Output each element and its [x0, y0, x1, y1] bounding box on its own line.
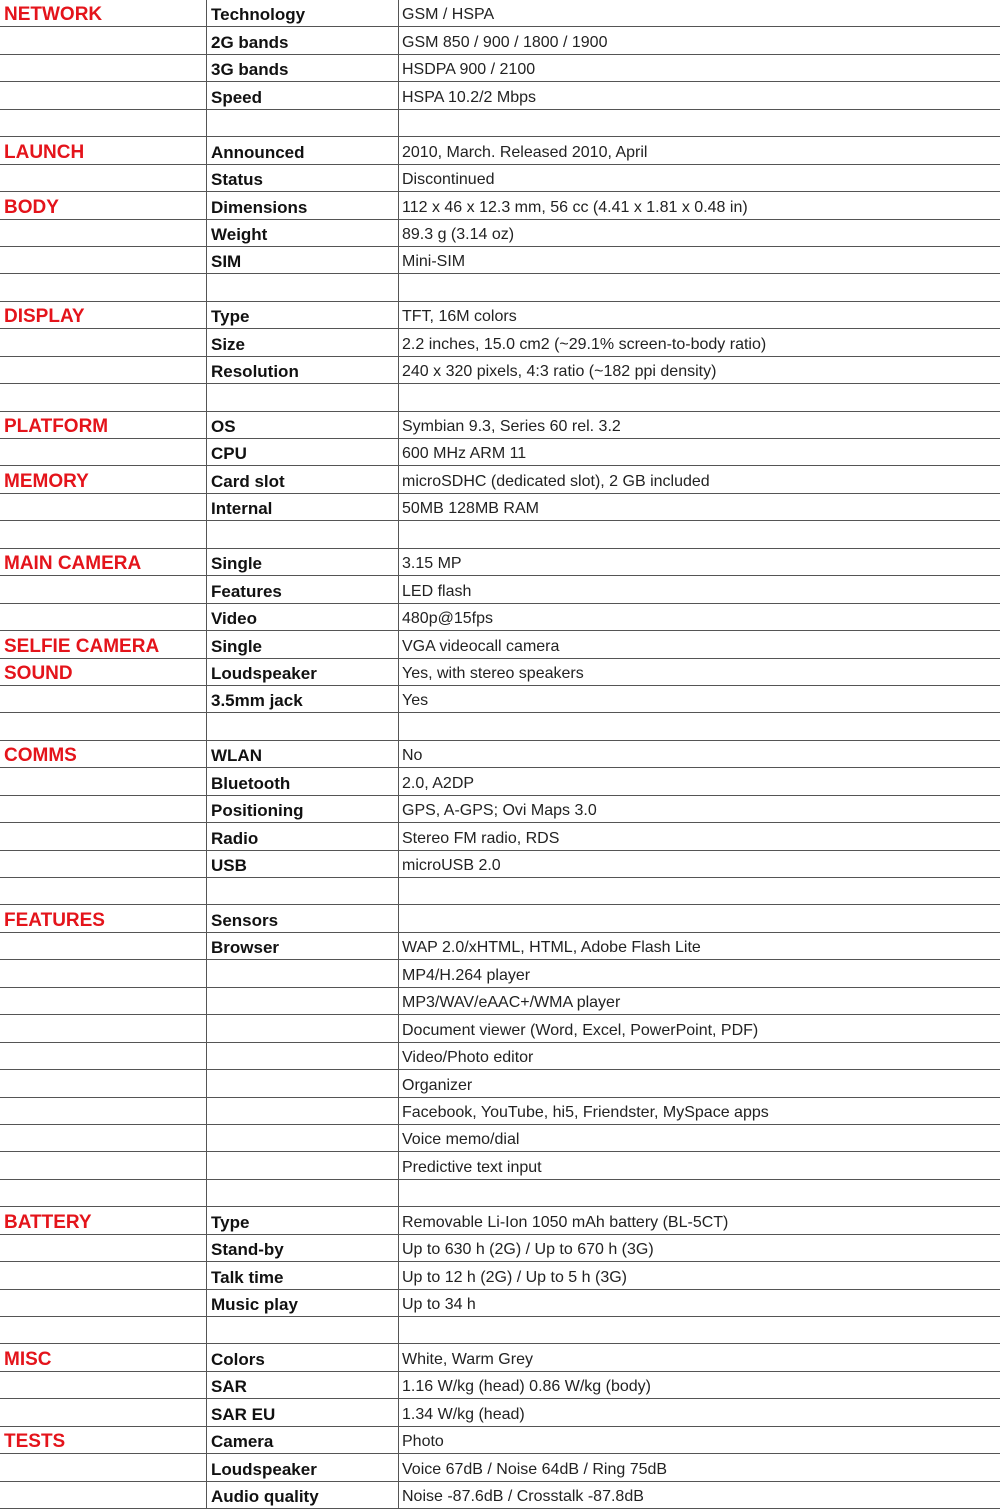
spec-label-cell: Camera	[207, 1426, 399, 1453]
spec-value-cell: Removable Li-Ion 1050 mAh battery (BL-5CT)	[399, 1207, 1000, 1234]
spec-label-cell	[207, 1015, 399, 1042]
spec-value-cell: 2010, March. Released 2010, April	[399, 137, 1000, 164]
spec-row	[0, 27, 1000, 54]
category-cell: LAUNCH	[0, 137, 207, 164]
spec-value-cell: GSM 850 / 900 / 1800 / 1900	[399, 27, 1000, 54]
category-cell	[0, 1454, 207, 1481]
spec-label-cell	[207, 1097, 399, 1124]
spec-row	[0, 0, 1000, 27]
category-cell	[0, 329, 207, 356]
category-cell	[0, 960, 207, 987]
category-cell	[0, 246, 207, 273]
spec-row	[0, 685, 1000, 712]
spec-value-cell: Predictive text input	[399, 1152, 1000, 1179]
spec-label-cell: 3G bands	[207, 54, 399, 81]
category-cell	[0, 493, 207, 520]
spec-row	[0, 960, 1000, 987]
spec-row	[0, 521, 1000, 548]
spec-label-cell	[207, 384, 399, 411]
spec-value-cell: 112 x 46 x 12.3 mm, 56 cc (4.41 x 1.81 x 0.48 in)	[399, 192, 1000, 219]
spec-row	[0, 905, 1000, 932]
spec-row	[0, 1262, 1000, 1289]
category-cell: TESTS	[0, 1426, 207, 1453]
spec-row	[0, 1207, 1000, 1234]
spec-row	[0, 82, 1000, 109]
spec-label-cell: Internal	[207, 493, 399, 520]
spec-value-cell: TFT, 16M colors	[399, 301, 1000, 328]
spec-row	[0, 768, 1000, 795]
spec-row	[0, 246, 1000, 273]
spec-value-cell: 600 MHz ARM 11	[399, 439, 1000, 466]
spec-value-cell: microSDHC (dedicated slot), 2 GB included	[399, 466, 1000, 493]
spec-label-cell: Music play	[207, 1289, 399, 1316]
spec-label-cell	[207, 1070, 399, 1097]
spec-value-cell: Yes	[399, 685, 1000, 712]
spec-row	[0, 1426, 1000, 1453]
category-cell: NETWORK	[0, 0, 207, 27]
spec-row	[0, 1344, 1000, 1371]
spec-row	[0, 987, 1000, 1014]
spec-label-cell: Radio	[207, 823, 399, 850]
category-cell	[0, 356, 207, 383]
category-cell	[0, 1124, 207, 1151]
spec-label-cell	[207, 1179, 399, 1206]
spec-row	[0, 1399, 1000, 1426]
spec-value-cell: Organizer	[399, 1070, 1000, 1097]
category-cell	[0, 603, 207, 630]
spec-label-cell	[207, 713, 399, 740]
spec-row	[0, 658, 1000, 685]
spec-label-cell: Sensors	[207, 905, 399, 932]
category-cell	[0, 521, 207, 548]
spec-value-cell: Photo	[399, 1426, 1000, 1453]
spec-row	[0, 1042, 1000, 1069]
spec-label-cell: Video	[207, 603, 399, 630]
spec-row	[0, 1124, 1000, 1151]
spec-value-cell: 240 x 320 pixels, 4:3 ratio (~182 ppi density)	[399, 356, 1000, 383]
spec-value-cell: 50MB 128MB RAM	[399, 493, 1000, 520]
category-cell	[0, 1371, 207, 1398]
category-cell: BODY	[0, 192, 207, 219]
spec-label-cell: Positioning	[207, 795, 399, 822]
category-cell	[0, 1152, 207, 1179]
spec-value-cell: Symbian 9.3, Series 60 rel. 3.2	[399, 411, 1000, 438]
category-cell: FEATURES	[0, 905, 207, 932]
spec-value-cell: 2.0, A2DP	[399, 768, 1000, 795]
spec-value-cell: Noise -87.6dB / Crosstalk -87.8dB	[399, 1481, 1000, 1508]
spec-row	[0, 219, 1000, 246]
spec-label-cell: 3.5mm jack	[207, 685, 399, 712]
category-cell	[0, 685, 207, 712]
category-cell	[0, 164, 207, 191]
category-cell	[0, 27, 207, 54]
spec-label-cell: Single	[207, 631, 399, 658]
spec-label-cell: WLAN	[207, 740, 399, 767]
spec-value-cell	[399, 274, 1000, 301]
spec-label-cell: 2G bands	[207, 27, 399, 54]
spec-value-cell: 1.16 W/kg (head) 0.86 W/kg (body)	[399, 1371, 1000, 1398]
spec-value-cell: 2.2 inches, 15.0 cm2 (~29.1% screen-to-body ratio)	[399, 329, 1000, 356]
spec-value-cell: MP3/WAV/eAAC+/WMA player	[399, 987, 1000, 1014]
spec-value-cell: VGA videocall camera	[399, 631, 1000, 658]
spec-label-cell: Announced	[207, 137, 399, 164]
spec-label-cell: Colors	[207, 1344, 399, 1371]
spec-value-cell: 1.34 W/kg (head)	[399, 1399, 1000, 1426]
spec-value-cell: Discontinued	[399, 164, 1000, 191]
spec-value-cell: Stereo FM radio, RDS	[399, 823, 1000, 850]
category-cell: DISPLAY	[0, 301, 207, 328]
category-cell: SOUND	[0, 658, 207, 685]
spec-row	[0, 1152, 1000, 1179]
category-cell	[0, 1262, 207, 1289]
spec-row	[0, 1481, 1000, 1508]
spec-row	[0, 109, 1000, 136]
spec-value-cell: GPS, A-GPS; Ovi Maps 3.0	[399, 795, 1000, 822]
spec-row	[0, 1454, 1000, 1481]
spec-row	[0, 631, 1000, 658]
spec-row	[0, 878, 1000, 905]
spec-row	[0, 466, 1000, 493]
spec-value-cell: 480p@15fps	[399, 603, 1000, 630]
category-cell	[0, 219, 207, 246]
spec-label-cell: Bluetooth	[207, 768, 399, 795]
spec-row	[0, 1234, 1000, 1261]
spec-row	[0, 740, 1000, 767]
category-cell	[0, 384, 207, 411]
spec-value-cell: MP4/H.264 player	[399, 960, 1000, 987]
spec-label-cell: Browser	[207, 932, 399, 959]
spec-value-cell: microUSB 2.0	[399, 850, 1000, 877]
spec-row	[0, 932, 1000, 959]
spec-label-cell	[207, 521, 399, 548]
spec-value-cell: Yes, with stereo speakers	[399, 658, 1000, 685]
spec-label-cell: USB	[207, 850, 399, 877]
spec-row	[0, 137, 1000, 164]
category-cell: MISC	[0, 1344, 207, 1371]
spec-label-cell: OS	[207, 411, 399, 438]
category-cell	[0, 1097, 207, 1124]
spec-value-cell	[399, 384, 1000, 411]
spec-value-cell	[399, 521, 1000, 548]
spec-value-cell	[399, 1317, 1000, 1344]
spec-row	[0, 493, 1000, 520]
category-cell: BATTERY	[0, 1207, 207, 1234]
spec-label-cell: Type	[207, 301, 399, 328]
spec-label-cell: Loudspeaker	[207, 1454, 399, 1481]
spec-label-cell	[207, 960, 399, 987]
spec-row	[0, 1289, 1000, 1316]
spec-label-cell	[207, 1317, 399, 1344]
spec-label-cell	[207, 1042, 399, 1069]
category-cell	[0, 1042, 207, 1069]
category-cell: PLATFORM	[0, 411, 207, 438]
spec-label-cell: Card slot	[207, 466, 399, 493]
spec-value-cell: 3.15 MP	[399, 548, 1000, 575]
spec-value-cell: Facebook, YouTube, hi5, Friendster, MySpace apps	[399, 1097, 1000, 1124]
spec-label-cell: Single	[207, 548, 399, 575]
spec-label-cell: Dimensions	[207, 192, 399, 219]
spec-value-cell: Up to 12 h (2G) / Up to 5 h (3G)	[399, 1262, 1000, 1289]
category-cell	[0, 932, 207, 959]
spec-row	[0, 1015, 1000, 1042]
spec-row	[0, 1179, 1000, 1206]
category-cell: MAIN CAMERA	[0, 548, 207, 575]
spec-row	[0, 439, 1000, 466]
category-cell	[0, 1179, 207, 1206]
spec-label-cell: SAR EU	[207, 1399, 399, 1426]
category-cell	[0, 1070, 207, 1097]
spec-value-cell: Up to 630 h (2G) / Up to 670 h (3G)	[399, 1234, 1000, 1261]
spec-label-cell	[207, 109, 399, 136]
spec-label-cell: CPU	[207, 439, 399, 466]
spec-value-cell	[399, 713, 1000, 740]
spec-row	[0, 850, 1000, 877]
spec-value-cell: HSDPA 900 / 2100	[399, 54, 1000, 81]
spec-label-cell: Size	[207, 329, 399, 356]
spec-label-cell: SAR	[207, 1371, 399, 1398]
spec-row	[0, 795, 1000, 822]
category-cell	[0, 1289, 207, 1316]
spec-row	[0, 1371, 1000, 1398]
spec-label-cell: Talk time	[207, 1262, 399, 1289]
spec-label-cell: Loudspeaker	[207, 658, 399, 685]
spec-label-cell: Status	[207, 164, 399, 191]
category-cell	[0, 987, 207, 1014]
spec-row	[0, 384, 1000, 411]
spec-row	[0, 411, 1000, 438]
spec-row	[0, 576, 1000, 603]
category-cell	[0, 1015, 207, 1042]
category-cell	[0, 1399, 207, 1426]
spec-value-cell	[399, 1179, 1000, 1206]
spec-row	[0, 192, 1000, 219]
category-cell	[0, 82, 207, 109]
category-cell	[0, 109, 207, 136]
spec-label-cell: Type	[207, 1207, 399, 1234]
category-cell	[0, 768, 207, 795]
category-cell	[0, 878, 207, 905]
spec-row	[0, 356, 1000, 383]
spec-row	[0, 603, 1000, 630]
spec-row	[0, 329, 1000, 356]
spec-value-cell: HSPA 10.2/2 Mbps	[399, 82, 1000, 109]
spec-value-cell: Mini-SIM	[399, 246, 1000, 273]
spec-value-cell: Video/Photo editor	[399, 1042, 1000, 1069]
category-cell	[0, 576, 207, 603]
category-cell	[0, 850, 207, 877]
category-cell: MEMORY	[0, 466, 207, 493]
spec-value-cell: Up to 34 h	[399, 1289, 1000, 1316]
spec-value-cell: White, Warm Grey	[399, 1344, 1000, 1371]
spec-value-cell: Document viewer (Word, Excel, PowerPoint, PDF)	[399, 1015, 1000, 1042]
spec-label-cell: Audio quality	[207, 1481, 399, 1508]
spec-label-cell	[207, 1124, 399, 1151]
spec-value-cell: LED flash	[399, 576, 1000, 603]
category-cell	[0, 795, 207, 822]
spec-row	[0, 1317, 1000, 1344]
spec-label-cell	[207, 274, 399, 301]
spec-label-cell	[207, 987, 399, 1014]
spec-label-cell	[207, 878, 399, 905]
category-cell	[0, 274, 207, 301]
spec-value-cell: No	[399, 740, 1000, 767]
spec-row	[0, 274, 1000, 301]
spec-label-cell: Technology	[207, 0, 399, 27]
spec-row	[0, 1070, 1000, 1097]
category-cell: SELFIE CAMERA	[0, 631, 207, 658]
spec-value-cell	[399, 109, 1000, 136]
spec-row	[0, 548, 1000, 575]
category-cell: COMMS	[0, 740, 207, 767]
spec-row	[0, 54, 1000, 81]
spec-label-cell: Speed	[207, 82, 399, 109]
category-cell	[0, 54, 207, 81]
spec-row	[0, 1097, 1000, 1124]
spec-label-cell: Resolution	[207, 356, 399, 383]
spec-label-cell: Features	[207, 576, 399, 603]
spec-value-cell: Voice memo/dial	[399, 1124, 1000, 1151]
spec-label-cell	[207, 1152, 399, 1179]
category-cell	[0, 823, 207, 850]
spec-value-cell: 89.3 g (3.14 oz)	[399, 219, 1000, 246]
spec-value-cell	[399, 878, 1000, 905]
spec-value-cell: WAP 2.0/xHTML, HTML, Adobe Flash Lite	[399, 932, 1000, 959]
category-cell	[0, 1481, 207, 1508]
category-cell	[0, 1234, 207, 1261]
category-cell	[0, 439, 207, 466]
category-cell	[0, 1317, 207, 1344]
category-cell	[0, 713, 207, 740]
spec-row	[0, 164, 1000, 191]
spec-row	[0, 713, 1000, 740]
spec-label-cell: SIM	[207, 246, 399, 273]
spec-row	[0, 301, 1000, 328]
spec-label-cell: Weight	[207, 219, 399, 246]
spec-row	[0, 823, 1000, 850]
spec-value-cell	[399, 905, 1000, 932]
spec-value-cell: GSM / HSPA	[399, 0, 1000, 27]
spec-value-cell: Voice 67dB / Noise 64dB / Ring 75dB	[399, 1454, 1000, 1481]
spec-label-cell: Stand-by	[207, 1234, 399, 1261]
